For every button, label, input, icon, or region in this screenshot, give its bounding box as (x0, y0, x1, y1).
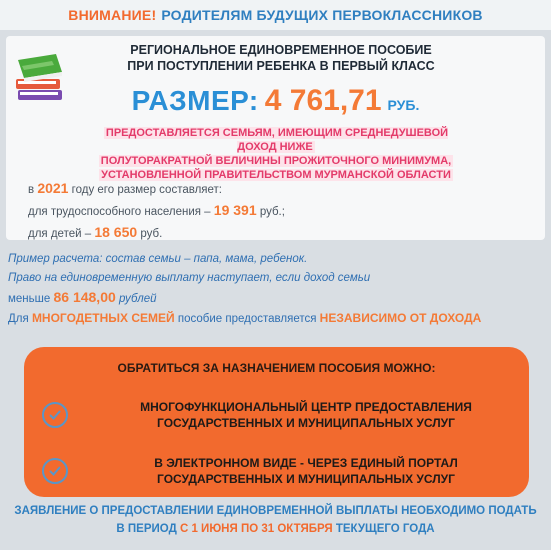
footer-line-1: ЗАЯВЛЕНИЕ О ПРЕДОСТАВЛЕНИИ ЕДИНОВРЕМЕННОЙ ВЫПЛАТЫ НЕОБХОДИМО ПОДАТЬ (14, 505, 537, 517)
adult-label: для трудоспособного населения – (28, 206, 211, 218)
footer-period-suffix: ТЕКУЩЕГО ГОДА (335, 523, 435, 535)
deadline-footer (0, 502, 551, 538)
check-circle-icon (42, 458, 68, 484)
subsistence-stats (28, 178, 285, 244)
example-line-1: Пример расчета: состав семьи – папа, мама, ребенок. (8, 253, 308, 265)
income-threshold: 86 148,00 (53, 289, 116, 305)
apply-option-mfc (42, 399, 522, 431)
year-prefix: в (28, 184, 35, 196)
example-line-3-prefix: меньше (8, 293, 51, 305)
large-family-middle: пособие предоставляется (177, 313, 317, 325)
condition-line-1: ПРЕДОСТАВЛЯЕТСЯ СЕМЬЯМ, ИМЕЮЩИМ СРЕДНЕДУШЕВОЙ ДОХОД НИЖЕ (105, 127, 449, 153)
example-line-2: Право на единовременную выплату наступает, если доход семьи (8, 272, 371, 284)
size-amount: 4 761,71 (264, 84, 382, 117)
info-card (6, 36, 545, 240)
year-suffix: году его размер составляет: (71, 184, 222, 196)
child-label: для детей – (28, 228, 92, 240)
child-unit: руб. (140, 228, 163, 240)
banner-text: РОДИТЕЛЯМ БУДУЩИХ ПЕРВОКЛАССНИКОВ (161, 7, 483, 23)
large-family-label: МНОГОДЕТНЫХ СЕМЕЙ (31, 311, 175, 325)
size-currency: РУБ. (387, 97, 420, 113)
calculation-example (8, 250, 548, 329)
apply-header: ОБРАТИТЬСЯ ЗА НАЗНАЧЕНИЕМ ПОСОБИЯ МОЖНО: (117, 361, 436, 375)
portal-line-1: В ЭЛЕКТРОННОМ ВИДЕ - ЧЕРЕЗ ЕДИНЫЙ ПОРТАЛ (154, 456, 458, 470)
title-line-2: ПРИ ПОСТУПЛЕНИИ РЕБЕНКА В ПЕРВЫЙ КЛАСС (127, 59, 435, 73)
mfc-line-1: МНОГОФУНКЦИОНАЛЬНЫЙ ЦЕНТР ПРЕДОСТАВЛЕНИЯ (140, 400, 472, 414)
year-value: 2021 (37, 180, 69, 196)
check-circle-icon (42, 402, 68, 428)
apply-option-portal (42, 455, 522, 487)
apply-panel (24, 347, 529, 497)
adult-unit: руб.; (259, 206, 285, 218)
top-banner (0, 0, 551, 30)
footer-period-prefix: В ПЕРИОД (116, 523, 177, 535)
page-title (66, 42, 496, 74)
size-label: РАЗМЕР: (131, 85, 259, 116)
mfc-line-2: ГОСУДАРСТВЕННЫХ И МУНИЦИПАЛЬНЫХ УСЛУГ (157, 416, 455, 430)
condition-line-3: УСТАНОВЛЕННОЙ ПРАВИТЕЛЬСТВОМ МУРМАНСКОЙ ОБЛАСТИ (101, 169, 451, 181)
independent-of-income: НЕЗАВИСИМО ОТ ДОХОДА (319, 311, 482, 325)
child-value: 18 650 (94, 224, 138, 240)
footer-period-dates: С 1 ИЮНЯ ПО 31 ОКТЯБРЯ (179, 523, 333, 535)
banner-warning: ВНИМАНИЕ! (68, 7, 157, 23)
eligibility-condition (90, 126, 462, 182)
example-line-3-suffix: рублей (118, 293, 157, 305)
condition-line-2: ПОЛУТОРАКРАТНОЙ ВЕЛИЧИНЫ ПРОЖИТОЧНОГО МИНИМУМА, (100, 155, 452, 167)
large-family-prefix: Для (8, 313, 29, 325)
title-line-1: РЕГИОНАЛЬНОЕ ЕДИНОВРЕМЕННОЕ ПОСОБИЕ (130, 43, 432, 57)
adult-value: 19 391 (213, 202, 257, 218)
portal-line-2: ГОСУДАРСТВЕННЫХ И МУНИЦИПАЛЬНЫХ УСЛУГ (157, 472, 455, 486)
benefit-size (6, 84, 545, 118)
